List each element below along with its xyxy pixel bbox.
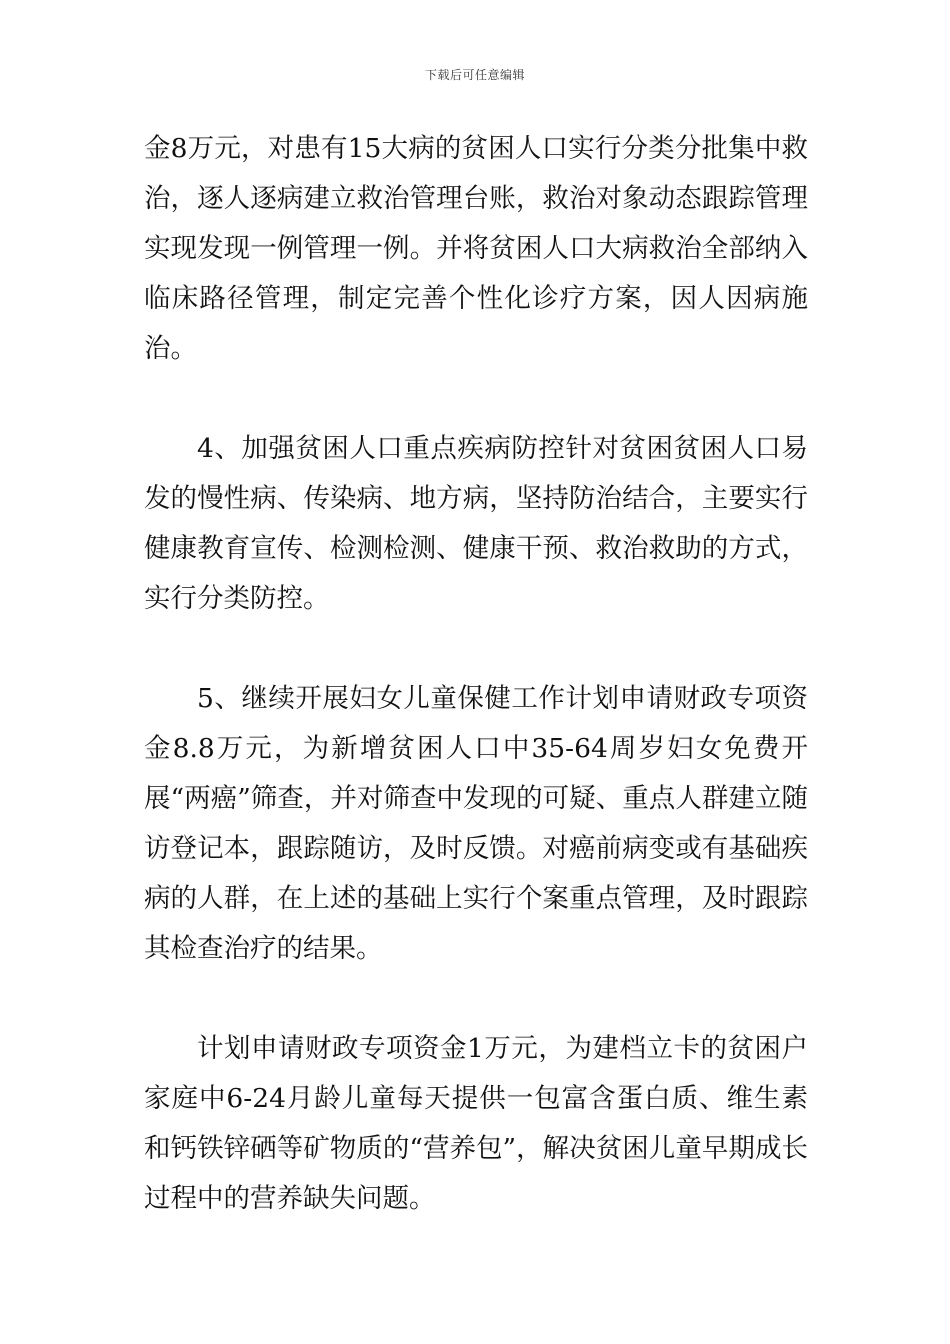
paragraph-women-children-health: 5、继续开展妇女儿童保健工作计划申请财政专项资金8.8万元，为新增贫困人口中35-64周岁妇女免费开展“两癌”筛查，并对筛查中发现的可疑、重点人群建立随访登记本，跟踪随访，及时反馈。对癌前病变或有基础疾病的人群，在上述的基础上实行个案重点管理，及时跟踪其检查治疗的结果。	[144, 683, 808, 964]
paragraph-medical-treatment: 金8万元，对患有15大病的贫困人口实行分类分批集中救治，逐人逐病建立救治管理台账，救治对象动态跟踪管理实现发现一例管理一例。并将贫困人口大病救治全部纳入临床路径管理，制定完善个性化诊疗方案，因人因病施治。	[144, 133, 808, 364]
paragraph-nutrition-pack: 计划申请财政专项资金1万元，为建档立卡的贫困户家庭中6-24月龄儿童每天提供一包富含蛋白质、维生素和钙铁锌硒等矿物质的“营养包”，解决贫困儿童早期成长过程中的营养缺失问题。	[144, 1033, 808, 1214]
page-header: 下载后可任意编辑	[424, 68, 525, 82]
document-body	[144, 124, 808, 1224]
paragraph-disease-prevention: 4、加强贫困人口重点疾病防控针对贫困贫困人口易发的慢性病、传染病、地方病，坚持防治结合，主要实行健康教育宣传、检测检测、健康干预、救治救助的方式，实行分类防控。	[144, 433, 808, 614]
